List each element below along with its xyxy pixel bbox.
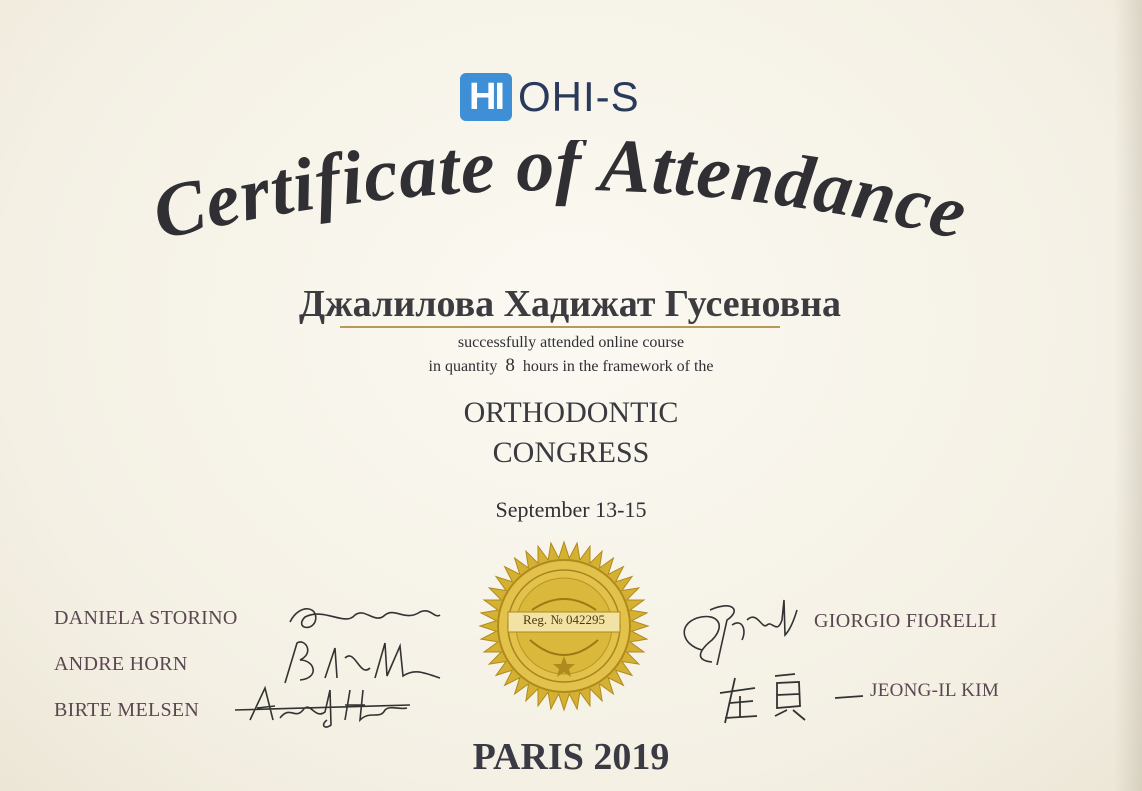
svg-text:Certificate of Attendance bbox=[145, 140, 975, 256]
logo-badge: HI bbox=[460, 73, 512, 121]
signatory-daniela-storino: DANIELA STORINO bbox=[54, 607, 238, 629]
event-name-line-2: CONGRESS bbox=[492, 436, 650, 469]
certificate-title bbox=[110, 140, 1010, 280]
signatory-jeong-il-kim: JEONG-IL KIM bbox=[870, 680, 1000, 701]
signatory-birte-melsen: BIRTE MELSEN bbox=[54, 699, 200, 721]
body-line-1: successfully attended online course bbox=[457, 334, 685, 351]
logo-text: OHI-S bbox=[518, 73, 640, 120]
signature-daniela-storino bbox=[285, 597, 445, 637]
body-line-2 bbox=[0, 355, 1142, 377]
body-line-2-prefix: in quantity bbox=[428, 358, 498, 375]
signatory-andre-horn: ANDRE HORN bbox=[54, 653, 188, 675]
signature-birte-melsen bbox=[235, 680, 415, 730]
recipient-underline bbox=[340, 326, 780, 328]
certificate-title-svg bbox=[110, 140, 1010, 280]
event-date: September 13-15 bbox=[495, 497, 647, 522]
signatory-giorgio-fiorelli: GIORGIO FIORELLI bbox=[814, 610, 998, 632]
seal-reg-number: Reg. № 042295 bbox=[522, 612, 606, 627]
hours-value: 8 bbox=[505, 355, 515, 376]
signature-jeong-il-kim bbox=[715, 668, 865, 728]
city-year: PARIS 2019 bbox=[472, 736, 670, 778]
body-line-2-suffix: hours in the framework of the bbox=[522, 358, 714, 375]
title-text: Certificate of Attendance bbox=[145, 140, 976, 256]
recipient-name: Джалилова Хадижат Гусеновна bbox=[298, 283, 842, 325]
event-name-line-1: ORTHODONTIC bbox=[463, 396, 679, 429]
signature-giorgio-fiorelli bbox=[672, 590, 802, 670]
ohi-s-logo bbox=[460, 72, 640, 122]
